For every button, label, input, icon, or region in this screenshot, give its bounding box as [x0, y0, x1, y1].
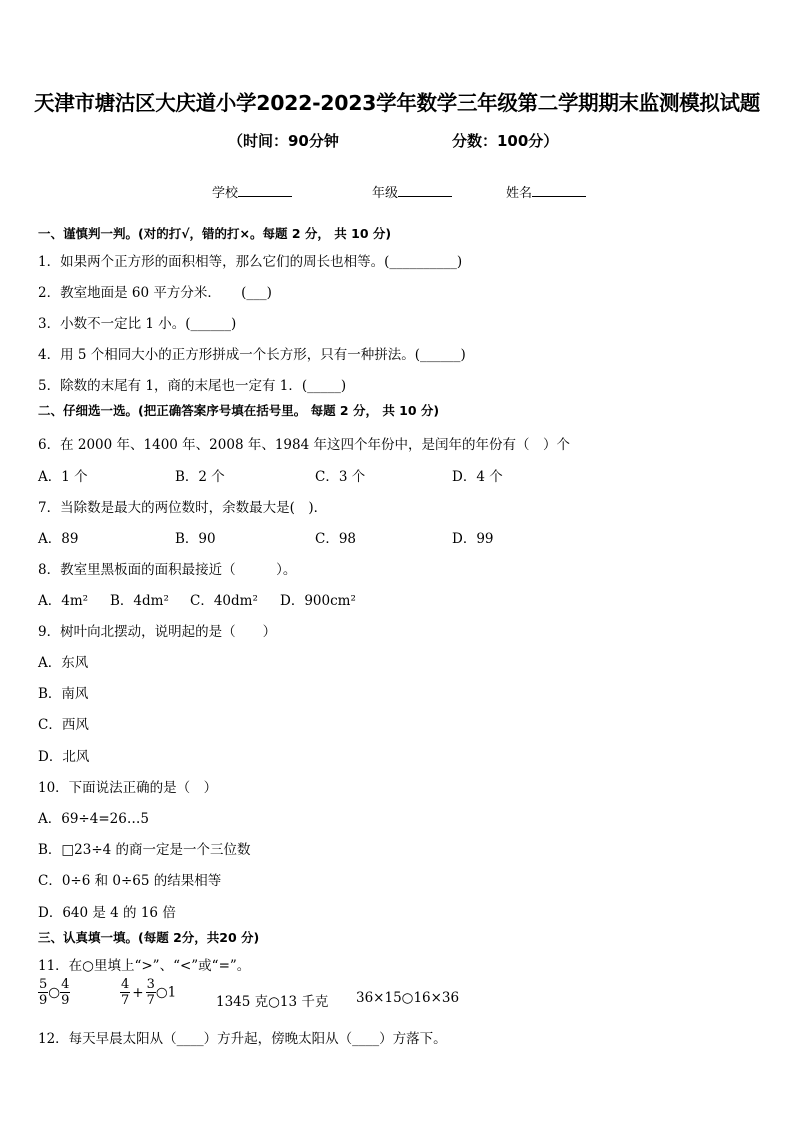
q8-option-d: D．900cm²: [280, 593, 356, 609]
school-blank[interactable]: [238, 184, 292, 197]
question-12: 12．每天早晨太阳从（____）方升起，傍晚太阳从（____）方落下。: [38, 1031, 447, 1047]
q11-item-1: [38, 977, 70, 1008]
fraction: $\frac{4}{9}$: [61, 977, 70, 1008]
q8-option-c: C．40dm²: [190, 593, 258, 609]
section-1-heading: 一、谨慎判一判。(对的打√，错的打×。每题 2 分， 共 10 分): [38, 226, 392, 241]
q7-option-a: A．89: [38, 531, 79, 547]
grade-blank[interactable]: [398, 184, 452, 197]
q11-item-4: 36×15○16×36: [356, 990, 460, 1006]
q9-option-c: C．西风: [38, 717, 89, 733]
q6-option-b: B．2 个: [175, 469, 225, 485]
compare-circle[interactable]: ○: [48, 984, 61, 1001]
name-field[interactable]: [506, 182, 586, 201]
q9-option-b: B．南风: [38, 686, 89, 702]
q11-item-2: [120, 977, 176, 1008]
q7-option-b: B．90: [175, 531, 216, 547]
q8-option-b: B．4dm²: [110, 593, 169, 609]
page-title: 天津市塘沽区大庆道小学2022-2023学年数学三年级第二学期期末监测模拟试题: [34, 91, 760, 115]
section-3-heading: 三、认真填一填。(每题 2分，共20 分): [38, 930, 260, 945]
name-label: 姓名: [506, 186, 533, 201]
fraction: $\frac{3}{7}$: [146, 977, 155, 1008]
grade-label: 年级: [372, 186, 399, 201]
q7-option-d: D．99: [452, 531, 494, 547]
q10-option-a: A．69÷4=26…5: [38, 811, 149, 827]
question-10: 10．下面说法正确的是（ ）: [38, 780, 218, 796]
fraction: $\frac{5}{9}$: [39, 977, 48, 1008]
question-6: 6．在 2000 年、1400 年、2008 年、1984 年这四个年份中，是闰年的年份有（ ）个: [38, 437, 570, 453]
question-8: 8．教室里黑板面的面积最接近（ ）。: [38, 562, 297, 578]
school-label: 学校: [212, 186, 239, 201]
q10-option-d: D．640 是 4 的 16 倍: [38, 905, 176, 921]
exam-score: 分数：100分）: [452, 132, 559, 150]
q9-option-a: A．东风: [38, 655, 89, 671]
school-field[interactable]: [212, 182, 292, 201]
section-2-heading: 二、仔细选一选。(把正确答案序号填在括号里。 每题 2 分， 共 10 分): [38, 403, 440, 418]
question-4: 4．用 5 个相同大小的正方形拼成一个长方形，只有一种拼法。(______): [38, 347, 466, 363]
q11-item-3: 1345 克○13 千克: [216, 994, 329, 1010]
question-7: 7．当除数是最大的两位数时，余数最大是( )．: [38, 500, 328, 516]
q9-option-d: D．北风: [38, 749, 90, 765]
exam-time: （时间：90分钟: [228, 132, 339, 150]
q10-option-c: C．0÷6 和 0÷65 的结果相等: [38, 873, 222, 889]
plus-sign: +: [132, 984, 144, 1001]
question-2: 2．教室地面是 60 平方分米． (___): [38, 285, 272, 301]
name-blank[interactable]: [532, 184, 586, 197]
q7-option-c: C．98: [315, 531, 357, 547]
question-1: 1．如果两个正方形的面积相等，那么它们的周长也相等。(__________): [38, 254, 463, 270]
question-11: 11．在○里填上“>”、“<”或“=”。: [38, 958, 251, 974]
q10-option-b: B．□23÷4 的商一定是一个三位数: [38, 842, 251, 858]
q8-option-a: A．4m²: [38, 593, 89, 609]
question-3: 3．小数不一定比 1 小。(______): [38, 316, 237, 332]
grade-field[interactable]: [372, 182, 452, 201]
q6-option-a: A．1 个: [38, 469, 88, 485]
question-5: 5．除数的末尾有 1，商的末尾也一定有 1．(_____): [38, 378, 347, 394]
compare-circle[interactable]: ○1: [155, 984, 177, 1001]
q6-option-d: D．4 个: [452, 469, 503, 485]
question-9: 9．树叶向北摆动，说明起的是（ ）: [38, 624, 277, 640]
q6-option-c: C．3 个: [315, 469, 366, 485]
fraction: $\frac{4}{7}$: [121, 977, 130, 1008]
